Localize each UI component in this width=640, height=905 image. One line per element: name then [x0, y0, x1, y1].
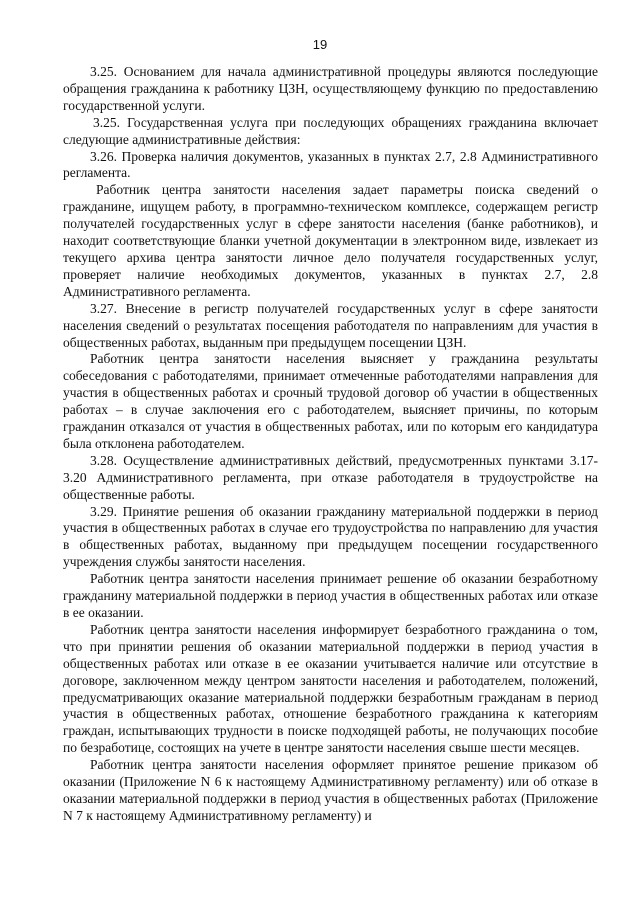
paragraph-informs-citizen: Работник центра занятости населения информирует безработного гражданина о том, что при принятии решения об оказании материальной поддержки в период участия в общественных работах или отказе в ее оказании учитывается наличие или отсутствие в договоре, заключенном между центром занятости населения и работодателем, положений, предусматривающих оказание материальной поддержки безработным гражданам в период участия в общественных работах, отношение безработного гражданина к категориям граждан, испытывающих трудности в поиске подходящей работы, не получающих пособие по безработице, состоящих на учете в центре занятости населения свыше шести месяцев.: [63, 621, 598, 756]
page-number: 19: [312, 37, 328, 52]
paragraph-3-28: 3.28. Осуществление административных действий, предусмотренных пунктами 3.17-3.20 Административного регламента, при отказе работодателя в трудоустройстве на общественные работы.: [63, 452, 598, 502]
paragraph-3-26: 3.26. Проверка наличия документов, указанных в пунктах 2.7, 2.8 Административного регламента.: [63, 148, 598, 181]
paragraph-interview-results: Работник центра занятости населения выясняет у гражданина результаты собеседования с работодателями, принимает отмеченные работодателями направления для участия в общественных работах и срочный трудовой договор об участии в общественных работах – в случае заключения его с работодателем, выясняет причины, по которым гражданин отказался от участия в общественных работах, или по которым его кандидатура была отклонена работодателем.: [63, 351, 598, 451]
paragraph-3-27: 3.27. Внесение в регистр получателей государственных услуг в сфере занятости населения сведений о результатах посещения работодателя по направлениям для участия в общественных работах, выданным при предыдущем посещении ЦЗН.: [63, 300, 598, 350]
paragraph-3-25-actions: 3.25. Государственная услуга при последующих обращениях гражданина включает следующие административные действия:: [63, 114, 598, 147]
paragraph-search-details: Работник центра занятости населения задает параметры поиска сведений о гражданине, ищущем работу, в программно-техническом комплексе, содержащем регистр получателей государственных услуг в сфере занятости населения (банке работников), и находит соответствующие бланки учетной документации в электронном виде, извлекает из текущего архива центра занятости личное дело получателя государственных услуг, проверяет наличие необходимых документов, указанных в пунктах 2.7, 2.8 Административного регламента.: [63, 182, 598, 299]
paragraph-3-25-basis: 3.25. Основанием для начала административной процедуры являются последующие обращения гражданина к работнику ЦЗН, осуществляющему функцию по предоставлению государственной услуги.: [63, 64, 598, 113]
paragraph-support-decision: Работник центра занятости населения принимает решение об оказании безработному гражданину материальной поддержки в период участия в общественных работах или отказе в ее оказании.: [63, 571, 598, 620]
paragraph-order-formalization: Работник центра занятости населения оформляет принятое решение приказом об оказании (Приложение N 6 к настоящему Административному регламенту) или об отказе в оказании материальной поддержки в период участия в общественных работах (Приложение N 7 к настоящему Административному регламенту) и: [63, 757, 598, 823]
paragraph-3-29: 3.29. Принятие решения об оказании гражданину материальной поддержки в период участия в общественных работах в случае его трудоустройства по направлению для участия в общественных работах, выданному при предыдущем посещении государственного учреждения службы занятости населения.: [63, 503, 598, 570]
document-body: [63, 64, 598, 825]
